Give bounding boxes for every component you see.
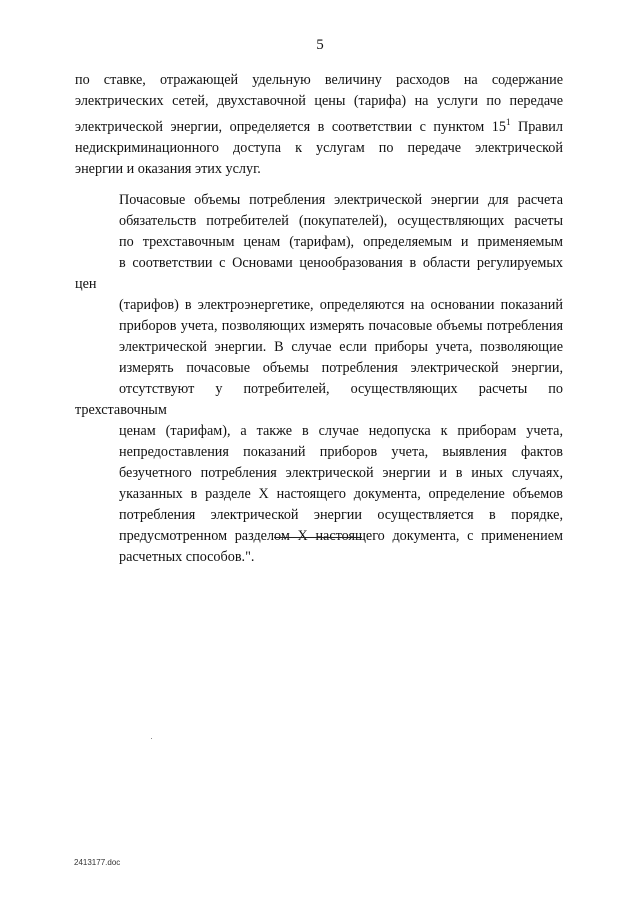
text-line	[75, 112, 563, 138]
text-line: измерять почасовые объемы потребления электрической энергии,	[119, 360, 563, 376]
text-line: по трехставочным ценам (тарифам), определяемым и применяемым	[119, 234, 563, 250]
scan-speck	[151, 738, 152, 739]
end-divider-line	[274, 537, 362, 538]
text-line: приборов учета, позволяющих измерять почасовые объемы потребления	[119, 318, 563, 334]
body-text	[75, 70, 563, 568]
text-line: непредоставления показаний приборов учета, выявления фактов	[119, 444, 563, 460]
text-line: обязательств потребителей (покупателей), осуществляющих расчеты	[119, 213, 563, 229]
text-line: указанных в разделе X настоящего документа, определение объемов	[119, 486, 563, 502]
superscript-number: 1	[505, 117, 511, 127]
text-line: отсутствуют у потребителей, осуществляющих расчеты по трехставочным	[75, 381, 563, 418]
text-line-content: электрической энергии, определяется в соответствии с пунктом 15	[75, 119, 506, 135]
text-line: в соответствии с Основами ценообразования в области регулируемых цен	[75, 255, 563, 292]
text-line: Почасовые объемы потребления электрической энергии для расчета	[119, 192, 563, 208]
text-line: (тарифов) в электроэнергетике, определяются на основании показаний	[119, 297, 563, 313]
text-line: расчетных способов.".	[119, 549, 255, 565]
text-line: недискриминационного доступа к услугам по передаче электрической	[75, 140, 563, 156]
text-line: ценам (тарифам), а также в случае недопуска к приборам учета,	[119, 423, 563, 439]
text-line: безучетного потребления электрической энергии и в иных случаях,	[119, 465, 563, 481]
text-line: по ставке, отражающей удельную величину расходов на содержание	[75, 72, 563, 88]
text-line: предусмотренном разделом X настоящего документа, с применением	[119, 528, 563, 544]
paragraph-1	[75, 70, 563, 180]
page-number: 5	[316, 37, 324, 53]
text-line-tail: Правил	[510, 119, 563, 135]
text-line: энергии и оказания этих услуг.	[75, 161, 261, 177]
file-reference-footer: 2413177.doc	[74, 858, 121, 867]
text-line: электрических сетей, двухставочной цены (тарифа) на услуги по передаче	[75, 93, 563, 109]
text-line: электрической энергии. В случае если приборы учета, позволяющие	[119, 339, 563, 355]
text-line: потребления электрической энергии осуществляется в порядке,	[119, 507, 563, 523]
paragraph-2	[75, 190, 563, 568]
